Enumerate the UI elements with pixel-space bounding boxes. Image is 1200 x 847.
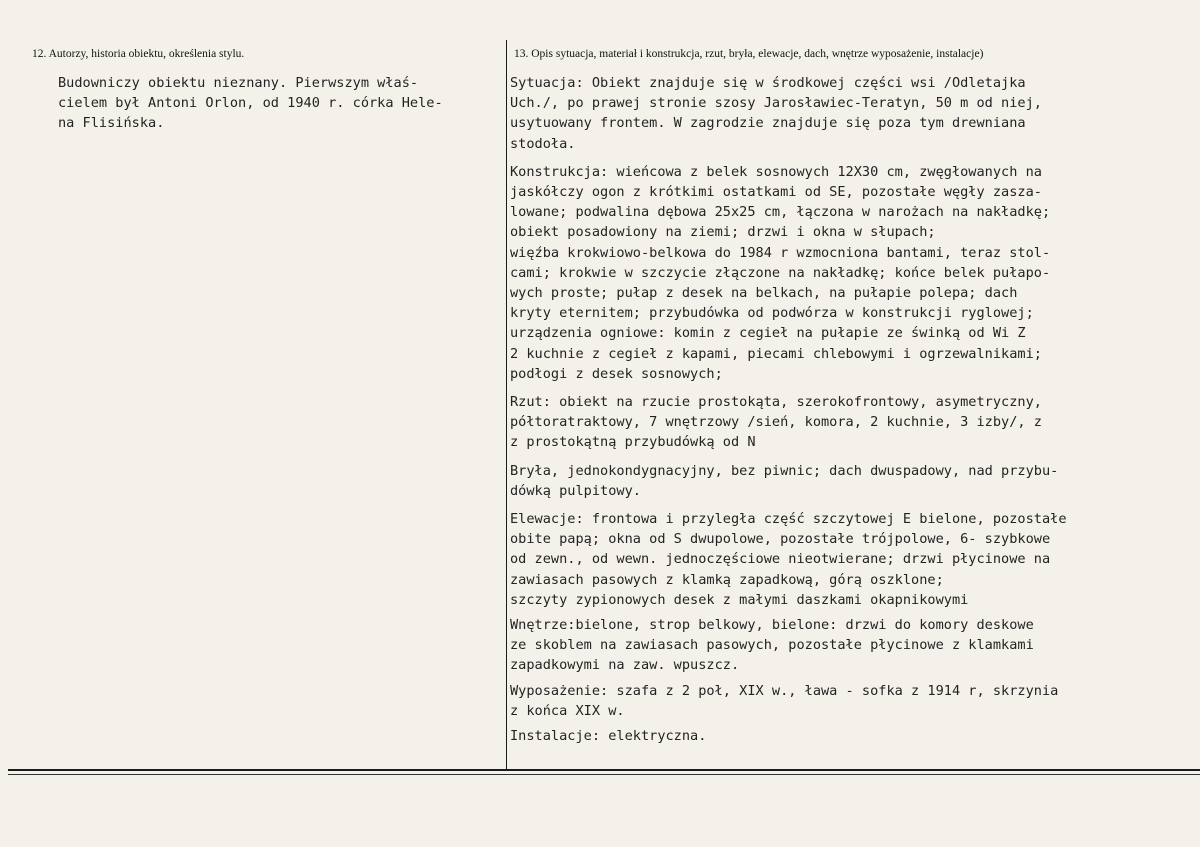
text-line: z prostokątną przybudówką od N: [510, 434, 756, 451]
text-line: Budowniczy obiektu nieznany. Pierwszym właś-: [58, 75, 419, 91]
paragraph-elewacje: [510, 509, 1196, 610]
text-line: 2 kuchnie z cegieł z kapami, piecami chlebowymi i ogrzewalnikami;: [510, 345, 1042, 362]
text-line: szczyty zypionowych desek z małymi daszkami okapnikowymi: [510, 591, 969, 608]
text-line: obite papą; okna od S dwupolowe, pozostałe trójpolowe, 6- szybkowe: [510, 531, 1051, 548]
column-divider: [506, 40, 507, 770]
text-line: Sytuacja: Obiekt znajduje się w środkowej części wsi /Odletajka: [510, 75, 1026, 91]
text-line: cielem był Antoni Orlon, od 1940 r. córka Hele-: [58, 95, 443, 112]
paragraph-sytuacja: [510, 73, 1196, 154]
section-13-header: 13. Opis sytuacja, materiał i konstrukcja, rzut, bryła, elewacje, dach, wnętrze wyposażenie, instalacje): [514, 48, 984, 60]
paragraph-wnetrze: [510, 615, 1196, 676]
text-line: podłogi z desek sosnowych;: [510, 365, 723, 382]
text-line: urządzenia ogniowe: komin z cegieł na pułapie ze świnką od Wi Z: [510, 325, 1026, 342]
bottom-rule: [8, 769, 1200, 771]
text-line: Elewacje: frontowa i przyległa część szczytowej E bielone, pozostałe: [510, 511, 1067, 528]
text-line: na Flisińska.: [58, 115, 165, 132]
text-line: kryty eternitem; przybudówka od podwórza w konstrukcji ryglowej;: [510, 305, 1034, 322]
text-line: Rzut: obiekt na rzucie prostokąta, szerokofrontowy, asymetryczny,: [510, 394, 1042, 411]
text-line: wych proste; pułap z desek na belkach, na pułapie polepa; dach: [510, 285, 1018, 302]
text-line: Konstrukcja: wieńcowa z belek sosnowych 12X30 cm, zwęgłowanych na: [510, 163, 1042, 180]
text-line: lowane; podwalina dębowa 25x25 cm, łączona w narożach na nakładkę;: [510, 204, 1051, 221]
text-line: Bryła, jednokondygnacyjny, bez piwnic; dach dwuspadowy, nad przybu-: [510, 462, 1059, 479]
text-line: obiekt posadowiony na ziemi; drzwi i okna w słupach;: [510, 224, 936, 241]
text-line: Wnętrze:bielone, strop belkowy, bielone: drzwi do komory deskowe: [510, 617, 1034, 634]
paragraph-wyposazenie: [510, 681, 1196, 721]
text-line: Wyposażenie: szafa z 2 poł, XIX w., ława - sofka z 1914 r, skrzynia: [510, 682, 1059, 699]
text-line: od zewn., od wewn. jednoczęściowe nieotwierane; drzwi płycinowe na: [510, 551, 1051, 568]
paragraph-konstrukcja: [510, 162, 1196, 384]
paragraph-instalacje: [510, 726, 1196, 746]
text-line: półtoratraktowy, 7 wnętrzowy /sień, komora, 2 kuchnie, 3 izby/, z: [510, 414, 1042, 431]
text-line: Uch./, po prawej stronie szosy Jarosławiec-Teratyn, 50 m od niej,: [510, 95, 1042, 112]
text-line: Instalacje: elektryczna.: [510, 728, 707, 745]
text-line: zapadkowymi na zaw. wpuszcz.: [510, 657, 740, 674]
text-line: stodoła.: [510, 135, 576, 152]
text-line: cami; krokwie w szczycie złączone na nakładkę; końce belek pułapo-: [510, 264, 1051, 281]
history-text: [58, 73, 504, 134]
text-line: jaskółczy ogon z krótkimi ostatkami od SE, pozostałe węgły zasza-: [510, 184, 1042, 201]
text-line: więźba krokwiowo-belkowa do 1984 r wzmocniona bantami, teraz stol-: [510, 244, 1051, 261]
paragraph-bryla: [510, 461, 1196, 501]
text-line: ze skoblem na zawiasach pasowych, pozostałe płycinowe z klamkami: [510, 637, 1034, 654]
text-line: zawiasach pasowych z klamką zapadkową, górą oszklone;: [510, 571, 944, 588]
text-line: dówką pulpitowy.: [510, 482, 641, 499]
bottom-rule-thin: [8, 774, 1200, 775]
text-line: usytuowany frontem. W zagrodzie znajduje się poza tym drewniana: [510, 115, 1026, 132]
description-text: [510, 73, 1196, 754]
text-line: z końca XIX w.: [510, 702, 625, 719]
section-12-header: 12. Autorzy, historia obiektu, określenia stylu.: [32, 48, 245, 60]
paragraph-rzut: [510, 392, 1196, 453]
